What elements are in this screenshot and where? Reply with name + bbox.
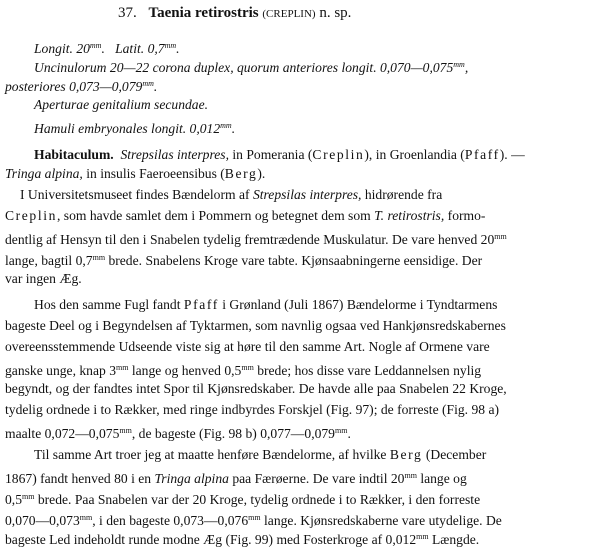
species-number: 37. (118, 5, 137, 21)
habitaculum-line1: Habitaculum. Strepsilas interpres, in Pomerania (Creplin), in Groenlandia (Pfaff). — (34, 147, 525, 162)
p2-line3: overeensstemmende Udseende viste sig at høre til den samme Art. Nogle af Ormene vare (5, 339, 490, 354)
p1-line4: lange, bagtil $0,7^{mm}$ brede. Snabelens Kroge vare tabte. Kjønsaabningerne eensidige. Der (5, 253, 483, 268)
p2-line2: bageste Deel og i Begyndelsen af Tyktarmen, som navnlig ogsaa ved Hankjønsredskabernes (5, 318, 506, 333)
species-author: (CREPLIN) (262, 8, 316, 20)
p2-line7: maalte $0,072—0,075^{mm}$, de bageste (Fig. 98 b) $0,077—0,079^{mm}$. (5, 426, 351, 441)
p1-line2: Creplin, som havde samlet dem i Pommern og betegnet dem som T. retirostris, formo- (5, 208, 486, 223)
p1-line3: dentlig af Hensyn til den i Snabelen tydelig fremtrædende Muskulatur. De vare henved $20^{mm}$ (5, 232, 507, 247)
p3-line5: bageste Led indeholdt runde modne Æg (Fig. 99) med Fosterkroge af $0,012^{mm}$ Længde. (5, 532, 480, 547)
p2-line4: ganske unge, knap $3^{mm}$ lange og henved $0,5^{mm}$ brede; hos disse vare Leddannelsen nylig (5, 363, 482, 378)
diagnosis-size: Longit. $20^{mm}$. Latit. $0,7^{mm}$. (34, 41, 180, 56)
diagnosis-posteriores: posteriores $0,073—0,079^{mm}$. (5, 79, 158, 94)
diagnosis-hamuli: Hamuli embryonales longit. $0,012^{mm}$. (34, 121, 236, 136)
diagnosis-uncinuli: Uncinulorum 20—22 corona duplex, quorum anteriores longit. $0,070—0,075^{mm}$, (34, 60, 469, 75)
p1-line1: I Universitetsmuseet findes Bændelorm af Strepsilas interpres, hidrørende fra (20, 187, 443, 202)
habitaculum-label: Habitaculum. (34, 147, 114, 162)
species-heading (118, 4, 351, 23)
p3-line3: $0,5^{mm}$ brede. Paa Snabelen var der 20 Kroge, tydelig ordnede i to Rækker, i den forreste (5, 492, 481, 507)
habitaculum-line2: Tringa alpina, in insulis Faeroeensibus (Berg). (5, 166, 266, 181)
p3-line1: Til samme Art troer jeg at maatte henføre Bændelorme, af hvilke Berg (December (34, 447, 487, 462)
p1-line5: var ingen Æg. (5, 271, 82, 286)
p2-line6: tydelig ordnede i to Rækker, med ringe indbyrdes Forskjel (Fig. 97); de forreste (Fig. 98 a) (5, 402, 500, 417)
p2-line5: begyndt, og der fandtes intet Spor til Kjønsredskaber. De havde alle paa Snabelen 22 Kroge, (5, 381, 507, 396)
p3-line4: $0,070—0,073^{mm}$, i den bageste $0,073—0,076^{mm}$ lange. Kjønsredskaberne vare utydelige. De (5, 513, 502, 528)
diagnosis-aperturae: Aperturae genitalium secundae. (34, 97, 209, 112)
species-name: Taenia retirostris (148, 5, 259, 21)
p3-line2: 1867) fandt henved 80 i en Tringa alpina paa Færøerne. De vare indtil $20^{mm}$ lange og (5, 471, 467, 486)
species-status: n. sp. (319, 5, 352, 21)
p2-line1: Hos den samme Fugl fandt Pfaff i Grønland (Juli 1867) Bændelorme i Tyndtarmens (34, 297, 498, 312)
